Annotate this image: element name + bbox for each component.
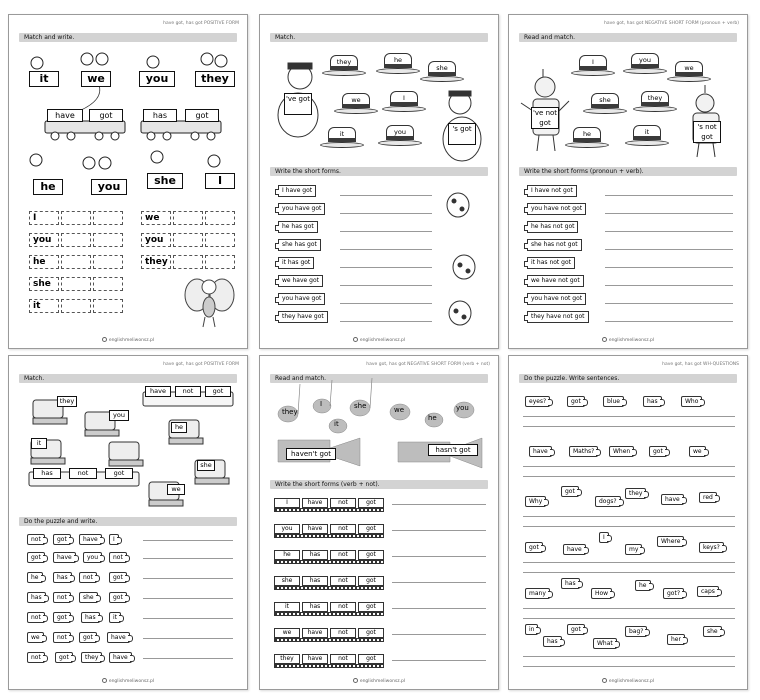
grid-blank[interactable]	[205, 233, 235, 247]
section-title: Match and write.	[19, 33, 237, 42]
pronoun-card-they: they	[195, 71, 235, 87]
loco-card-it: it	[31, 438, 47, 449]
puzzle-piece[interactable]: got	[55, 652, 73, 663]
rail	[274, 612, 384, 616]
rail	[274, 508, 384, 512]
puzzle-piece[interactable]: have	[529, 446, 552, 457]
wagon-word: not	[69, 468, 97, 479]
verb-cell: not	[330, 550, 356, 560]
loco-card-he: he	[171, 422, 187, 433]
puzzle-piece[interactable]: blue	[603, 396, 624, 407]
section-title: Do the puzzle. Write sentences.	[519, 374, 737, 383]
puzzle-piece[interactable]: have	[79, 534, 102, 545]
puzzle-piece[interactable]: she	[79, 592, 98, 603]
verb-cell: he	[274, 550, 300, 560]
hat-you: you	[378, 125, 422, 149]
write-line[interactable]	[340, 195, 432, 196]
write-line[interactable]	[605, 249, 733, 250]
grid-label: he	[29, 255, 59, 269]
worksheet-page-2	[259, 14, 499, 349]
verb-cell: not	[330, 654, 356, 664]
puzzle-piece[interactable]: have	[53, 552, 76, 563]
section-title: Read and match.	[270, 374, 488, 383]
section-title: Match.	[19, 374, 237, 383]
grid-blank[interactable]	[93, 277, 123, 291]
verb-cell: has	[302, 576, 328, 586]
train-word-have: have	[47, 109, 83, 122]
grid-blank[interactable]	[61, 233, 91, 247]
hat-i: I	[571, 55, 615, 79]
verb-cell: it	[274, 602, 300, 612]
section-title: Match.	[270, 33, 488, 42]
verb-cell: not	[330, 602, 356, 612]
puzzle-piece[interactable]: Who	[681, 396, 702, 407]
puzzle-piece[interactable]: got	[27, 552, 45, 563]
verb-cell: got	[358, 498, 384, 508]
wagon-word: have	[145, 386, 171, 397]
verb-cell: not	[330, 576, 356, 586]
puzzle-piece[interactable]: not	[27, 652, 45, 663]
puzzle-piece[interactable]: you	[83, 552, 102, 563]
section-title: Read and match.	[519, 33, 737, 42]
puzzle-piece[interactable]: not	[109, 552, 127, 563]
write-line[interactable]	[392, 634, 486, 635]
puzzle-piece[interactable]: When	[609, 446, 634, 457]
short-form-box: I have got	[278, 185, 316, 197]
verb-cell: she	[274, 576, 300, 586]
puzzle-piece[interactable]: What	[593, 638, 617, 649]
loco-card-they: they	[57, 396, 77, 407]
wagon-word: not	[175, 386, 201, 397]
write-line[interactable]	[340, 303, 432, 304]
puzzle-piece[interactable]: they	[625, 488, 646, 499]
puzzle-piece[interactable]: her	[667, 634, 685, 645]
grid-blank[interactable]	[61, 277, 91, 291]
short-form-box: she has not got	[527, 239, 582, 251]
pronoun-card-you: you	[139, 71, 175, 87]
logo-icon	[602, 678, 607, 683]
logo-icon	[102, 678, 107, 683]
puzzle-piece[interactable]: got	[79, 632, 97, 643]
page-footer: englishmeliwonsz.pl	[9, 678, 247, 684]
verb-cell: we	[274, 628, 300, 638]
trumpet-label-right: hasn't got	[428, 444, 478, 456]
puzzle-piece[interactable]: has	[53, 572, 72, 583]
write-line[interactable]	[143, 540, 233, 541]
note-i: I	[320, 400, 323, 408]
write-line[interactable]	[392, 582, 486, 583]
verb-cell: got	[358, 576, 384, 586]
page-header: have got, has got NEGATIVE SHORT FORM (pronoun + verb)	[603, 21, 739, 26]
short-form-box: we have not got	[527, 275, 584, 287]
grid-label: it	[29, 299, 59, 313]
write-line[interactable]	[392, 556, 486, 557]
write-line[interactable]	[143, 658, 233, 659]
write-line[interactable]	[605, 231, 733, 232]
section-title-2: Write the short forms.	[270, 167, 488, 176]
write-line[interactable]	[340, 249, 432, 250]
section-title-2: Do the puzzle and write.	[19, 517, 237, 526]
hat-he: he	[565, 127, 609, 151]
verb-cell: got	[358, 602, 384, 612]
note-it: it	[334, 420, 339, 428]
verb-cell: have	[302, 654, 328, 664]
hat-she: she	[583, 93, 627, 117]
worksheet-page-5	[259, 355, 499, 690]
verb-cell: got	[358, 628, 384, 638]
write-line[interactable]	[523, 466, 735, 467]
short-form-box: you have got	[278, 293, 325, 305]
write-line[interactable]	[143, 618, 233, 619]
logo-icon	[353, 337, 358, 342]
puzzle-piece[interactable]: not	[53, 632, 71, 643]
pronoun-card-i: I	[205, 173, 235, 189]
train-word-got: got	[185, 109, 219, 122]
puzzle-piece[interactable]: Where	[657, 536, 684, 547]
grid-label: she	[29, 277, 59, 291]
verb-cell: have	[302, 524, 328, 534]
verb-cell: I	[274, 498, 300, 508]
worksheet-page-6	[508, 355, 748, 690]
page-header: have got, has got POSITIVE FORM	[163, 21, 239, 26]
train-word-has: has	[143, 109, 177, 122]
write-line[interactable]	[143, 578, 233, 579]
write-line[interactable]	[340, 321, 432, 322]
train-word-got: got	[89, 109, 123, 122]
grid-blank[interactable]	[93, 233, 123, 247]
write-line[interactable]	[605, 195, 733, 196]
short-form-box: they have got	[278, 311, 328, 323]
verb-cell: not	[330, 498, 356, 508]
snowman-card-left: 've got	[284, 93, 312, 115]
hat-you: you	[623, 53, 667, 77]
page-header: have got, has got WH-QUESTIONS	[662, 362, 739, 367]
grid-label: I	[29, 211, 59, 225]
hat-they: they	[633, 91, 677, 115]
short-form-box: they have not got	[527, 311, 589, 323]
puzzle-piece[interactable]: he	[27, 572, 43, 583]
pronoun-card-you: you	[91, 179, 127, 195]
puzzle-piece[interactable]: not	[53, 592, 71, 603]
verb-cell: have	[302, 628, 328, 638]
write-line[interactable]	[392, 608, 486, 609]
pronoun-card-we: we	[81, 71, 111, 87]
short-form-box: it has not got	[527, 257, 575, 269]
page-footer: englishmeliwonsz.pl	[260, 678, 498, 684]
write-line[interactable]	[523, 516, 735, 517]
write-line[interactable]	[523, 618, 735, 619]
verb-cell: they	[274, 654, 300, 664]
puzzle-piece[interactable]: have	[109, 652, 132, 663]
grid-blank[interactable]	[93, 299, 123, 313]
rail	[274, 586, 384, 590]
logo-icon	[353, 678, 358, 683]
puzzle-piece[interactable]: got	[567, 624, 585, 635]
write-line[interactable]	[523, 572, 735, 573]
wagon-word: has	[33, 468, 61, 479]
puzzle-piece[interactable]: my	[625, 544, 642, 555]
pronoun-card-he: he	[33, 179, 63, 195]
verb-cell: not	[330, 628, 356, 638]
puzzle-piece[interactable]: have	[107, 632, 130, 643]
wagon-word: got	[105, 468, 133, 479]
verb-cell: has	[302, 602, 328, 612]
short-form-box: you have not got	[527, 293, 586, 305]
page-footer: englishmeliwonsz.pl	[509, 678, 747, 684]
pronoun-card-it: it	[29, 71, 59, 87]
short-form-box: she has got	[278, 239, 321, 251]
puzzle-piece[interactable]: have	[661, 494, 684, 505]
write-line[interactable]	[392, 660, 486, 661]
note-we: we	[394, 406, 405, 414]
grid-label: you	[141, 233, 171, 247]
note-he: he	[428, 414, 437, 422]
write-line[interactable]	[605, 321, 733, 322]
verb-cell: have	[302, 498, 328, 508]
grid-blank[interactable]	[173, 233, 203, 247]
puzzle-piece[interactable]: it	[109, 612, 121, 623]
logo-icon	[102, 337, 107, 342]
worksheet-page-3	[508, 14, 748, 349]
loco-card-we: we	[167, 484, 185, 495]
grid-blank[interactable]	[173, 255, 203, 269]
grid-blank[interactable]	[173, 211, 203, 225]
note-they: they	[282, 408, 298, 416]
puzzle-piece[interactable]: have	[563, 544, 586, 555]
write-line[interactable]	[143, 598, 233, 599]
write-line[interactable]	[605, 285, 733, 286]
puzzle-piece[interactable]: got	[109, 572, 127, 583]
short-form-box: he has not got	[527, 221, 578, 233]
ladybird-illustration	[436, 183, 486, 333]
write-line[interactable]	[143, 558, 233, 559]
note-she: she	[354, 402, 367, 410]
short-form-box: I have not got	[527, 185, 577, 197]
puzzle-piece[interactable]: Why	[525, 496, 546, 507]
puzzle-piece[interactable]: we	[689, 446, 706, 457]
write-line[interactable]	[605, 213, 733, 214]
write-line[interactable]	[340, 285, 432, 286]
puzzle-piece[interactable]: not	[27, 612, 45, 623]
page-header: have got, has got POSITIVE FORM	[163, 362, 239, 367]
write-line[interactable]	[392, 504, 486, 505]
page-footer: englishmeliwonsz.pl	[509, 337, 747, 343]
wagon-word: got	[205, 386, 231, 397]
write-line[interactable]	[523, 426, 735, 427]
puzzle-piece[interactable]: got	[649, 446, 667, 457]
pronoun-card-she: she	[147, 173, 183, 189]
puzzle-piece[interactable]: they	[81, 652, 102, 663]
verb-cell: has	[302, 550, 328, 560]
puzzle-piece[interactable]: got?	[663, 588, 684, 599]
puzzle-piece[interactable]: How	[591, 588, 612, 599]
puzzle-piece[interactable]: dogs?	[595, 496, 621, 507]
write-line[interactable]	[340, 267, 432, 268]
write-line[interactable]	[523, 476, 735, 477]
hat-he: he	[376, 53, 420, 77]
puzzle-piece[interactable]: has	[561, 578, 580, 589]
verb-cell: got	[358, 550, 384, 560]
write-line[interactable]	[523, 526, 735, 527]
verb-cell: got	[358, 524, 384, 534]
rail	[274, 664, 384, 668]
section-title-2: Write the short forms (verb + not).	[270, 480, 488, 489]
robot-card-right: 's not got	[693, 121, 721, 143]
grid-blank[interactable]	[205, 255, 235, 269]
robot-card-left: 've not got	[532, 109, 558, 127]
logo-icon	[602, 337, 607, 342]
short-form-box: we have got	[278, 275, 323, 287]
note-you: you	[456, 404, 469, 412]
grid-label: they	[141, 255, 171, 269]
hat-we: we	[667, 61, 711, 85]
short-form-box: it has got	[278, 257, 314, 269]
puzzle-piece[interactable]: in	[525, 624, 538, 635]
puzzle-piece[interactable]: has	[27, 592, 46, 603]
grid-label: you	[29, 233, 59, 247]
puzzle-piece[interactable]: got	[525, 542, 543, 553]
write-line[interactable]	[523, 666, 735, 667]
write-line[interactable]	[523, 608, 735, 609]
rail	[274, 534, 384, 538]
section-title-2: Write the short forms (pronoun + verb).	[519, 167, 737, 176]
verb-cell: you	[274, 524, 300, 534]
page-header: have got, has got NEGATIVE SHORT FORM (verb + not)	[366, 362, 490, 367]
grid-blank[interactable]	[93, 255, 123, 269]
grid-blank[interactable]	[93, 211, 123, 225]
worksheet-page-4	[8, 355, 248, 690]
rail	[274, 638, 384, 642]
write-line[interactable]	[523, 562, 735, 563]
puzzle-piece[interactable]: has	[81, 612, 100, 623]
puzzle-piece[interactable]: not	[79, 572, 97, 583]
hat-she: she	[420, 61, 464, 85]
write-line[interactable]	[392, 530, 486, 531]
puzzle-piece[interactable]: not	[27, 534, 45, 545]
write-line[interactable]	[143, 638, 233, 639]
short-form-box: he has got	[278, 221, 318, 233]
page-footer: englishmeliwonsz.pl	[9, 337, 247, 343]
grid-blank[interactable]	[205, 211, 235, 225]
hat-i: I	[382, 91, 426, 115]
verb-cell: got	[358, 654, 384, 664]
puzzle-piece[interactable]: got	[53, 534, 71, 545]
puzzle-piece[interactable]: eyes?	[525, 396, 550, 407]
puzzle-piece[interactable]: bag?	[625, 626, 647, 637]
puzzle-piece[interactable]: got	[53, 612, 71, 623]
puzzle-piece[interactable]: red	[699, 492, 717, 503]
puzzle-piece[interactable]: we	[27, 632, 44, 643]
write-line[interactable]	[605, 303, 733, 304]
grid-blank[interactable]	[61, 255, 91, 269]
loco-card-you: you	[109, 410, 129, 421]
hat-we: we	[334, 93, 378, 117]
rail	[274, 560, 384, 564]
puzzle-piece[interactable]: has	[543, 636, 562, 647]
page-footer: englishmeliwonsz.pl	[260, 337, 498, 343]
hat-it: it	[625, 125, 669, 149]
puzzle-piece[interactable]: keys?	[699, 542, 724, 553]
snowman-card-right: 's got	[448, 123, 476, 145]
write-line[interactable]	[340, 231, 432, 232]
loco-card-she: she	[197, 460, 215, 471]
puzzle-piece[interactable]: she	[703, 626, 722, 637]
puzzle-piece[interactable]: got	[561, 486, 579, 497]
trumpet-label-left: haven't got	[286, 448, 336, 460]
puzzle-piece[interactable]: Maths?	[569, 446, 598, 457]
write-line[interactable]	[523, 416, 735, 417]
puzzle-piece[interactable]: he	[635, 580, 651, 591]
write-line[interactable]	[523, 656, 735, 657]
puzzle-piece[interactable]: I	[599, 532, 609, 543]
grid-label: we	[141, 211, 171, 225]
verb-cell: not	[330, 524, 356, 534]
hat-it: it	[320, 127, 364, 151]
puzzle-piece[interactable]: I	[109, 534, 119, 545]
short-form-box: you have got	[278, 203, 325, 215]
short-form-box: you have not got	[527, 203, 586, 215]
puzzle-piece[interactable]: many	[525, 588, 550, 599]
write-line[interactable]	[605, 267, 733, 268]
worksheet-page-1	[8, 14, 248, 349]
puzzle-piece[interactable]: has	[643, 396, 662, 407]
write-line[interactable]	[340, 213, 432, 214]
hat-they: they	[322, 55, 366, 79]
puzzle-piece[interactable]: caps	[697, 586, 719, 597]
grid-blank[interactable]	[61, 211, 91, 225]
puzzle-piece[interactable]: got	[109, 592, 127, 603]
puzzle-piece[interactable]: got	[567, 396, 585, 407]
grid-blank[interactable]	[61, 299, 91, 313]
